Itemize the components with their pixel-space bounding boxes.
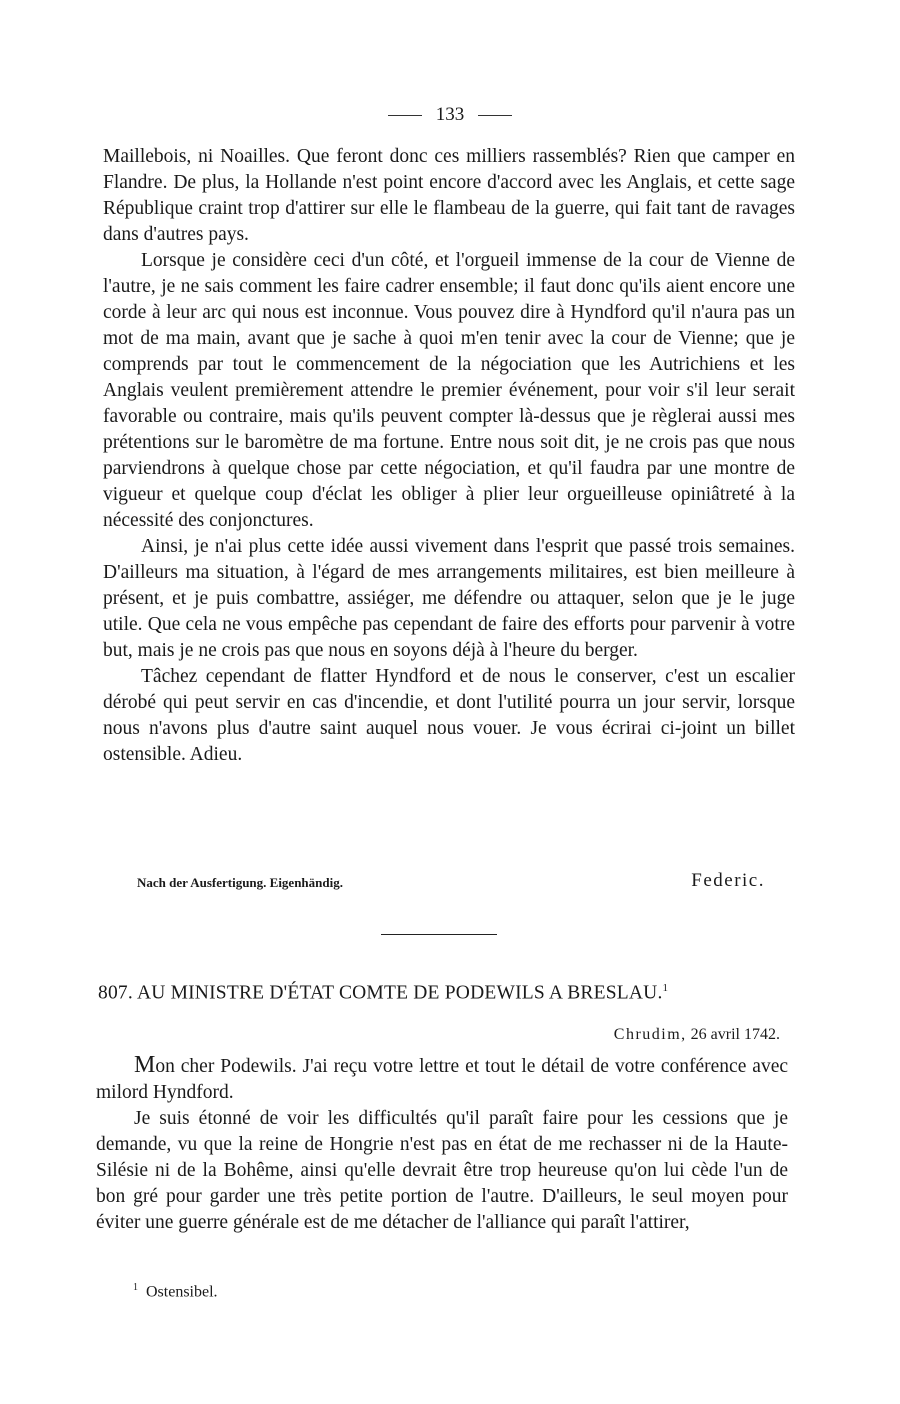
paragraph: Tâchez cependant de flatter Hyndford et de nous le conserver, c'est un escalier dérobé qui peut servir en cas d'incendie, et dont l'utilité pourra un jour servir, lorsque nous n'avons plus d'autre saint auquel nous vouer. Je vous écrirai ci-joint un billet ostensible. Adieu.: [103, 666, 795, 765]
document-title: [98, 982, 818, 1005]
dateline: [0, 1026, 780, 1044]
salutation-initial: M: [134, 1052, 156, 1078]
paragraph: Je suis étonné de voir les difficultés qu'il paraît faire pour les cessions que je demande, vu que la reine de Hongrie n'est pas en état de me rechasser ni de la Haute-Silésie ni de la Bohême, ainsi qu'elle devrait être trop heureuse qu'on lui cède l'un de bon gré pour garder une très petite portion de l'autre. D'ailleurs, le seul moyen pour éviter une guerre générale est de me détacher de l'alliance qui paraît l'attirer,: [96, 1108, 788, 1233]
section-divider: [381, 934, 497, 935]
page-number: 133: [435, 104, 465, 125]
document-title-text: AU MINISTRE D'ÉTAT COMTE DE PODEWILS A BRESLAU.: [136, 982, 663, 1004]
paragraph: Ainsi, je n'ai plus cette idée aussi vivement dans l'esprit que passé trois semaines. D'ailleurs ma situation, à l'égard de mes arrangements militaires, est bien meilleure à présent, et je puis combattre, assiéger, me défendre ou attaquer, selon que je le juge utile. Que cela ne vous empêche pas cependant de faire des efforts pour parvenir à votre but, mais je ne crois pas que nous en soyons déjà à l'heure du berger.: [103, 536, 795, 661]
paragraph-text: on cher Podewils. J'ai reçu votre lettre et tout le détail de votre conférence avec milord Hyndford.: [96, 1056, 788, 1103]
page-header: [0, 104, 900, 126]
dateline-date: 26 avril 1742.: [690, 1026, 780, 1043]
footnote-number: 1: [133, 1282, 138, 1293]
footnote-text: Ostensibel.: [146, 1283, 218, 1301]
header-dash-left: [388, 115, 422, 116]
paragraph: Lorsque je considère ceci d'un côté, et l'orgueil immense de la cour de Vienne de l'autre, je ne sais comment les faire cadrer ensemble; il faut donc qu'ils aient encore une corde à leur arc qui nous est inconnue. Vous pouvez dire à Hyndford qu'il n'aura pas un mot de ma main, avant que je sache à quoi m'en tenir avec la cour de Vienne; que je comprends par tout le commencement de la négociation que les Autrichiens et les Anglais veulent premièrement attendre le premier événement, pour voir s'il leur serait favorable ou contraire, mais qu'ils peuvent compter là-dessus que je règlerai aussi mes prétentions sur le baromètre de ma fortune. Entre nous soit dit, je ne crois pas que nous parviendrons à quelque chose par cette négociation, et qu'il faudra par une montre de vigueur et quelque coup d'éclat les obliger à plier leur orgueilleuse opiniâtreté à la nécessité des conjonctures.: [103, 250, 795, 531]
paragraph: Maillebois, ni Noailles. Que feront donc ces milliers rassemblés? Rien que camper en Flandre. De plus, la Hollande n'est point encore d'accord avec les Anglais, et cette sage République craint trop d'attirer sur elle le flambeau de la guerre, qui fait tant de ravages dans d'autres pays.: [103, 146, 795, 245]
signature-row: [137, 870, 765, 892]
body-text: [103, 144, 795, 768]
footnote: [133, 1282, 218, 1301]
header-dash-right: [478, 115, 512, 116]
letter-text: [96, 1052, 788, 1236]
dateline-place: Chrudim,: [613, 1026, 687, 1043]
footnote-marker: 1: [662, 982, 669, 994]
paragraph: [96, 1052, 788, 1106]
document-number: 807.: [98, 982, 133, 1004]
signature: Federic.: [691, 870, 765, 891]
source-note: Nach der Ausfertigung. Eigenhändig.: [137, 875, 343, 890]
